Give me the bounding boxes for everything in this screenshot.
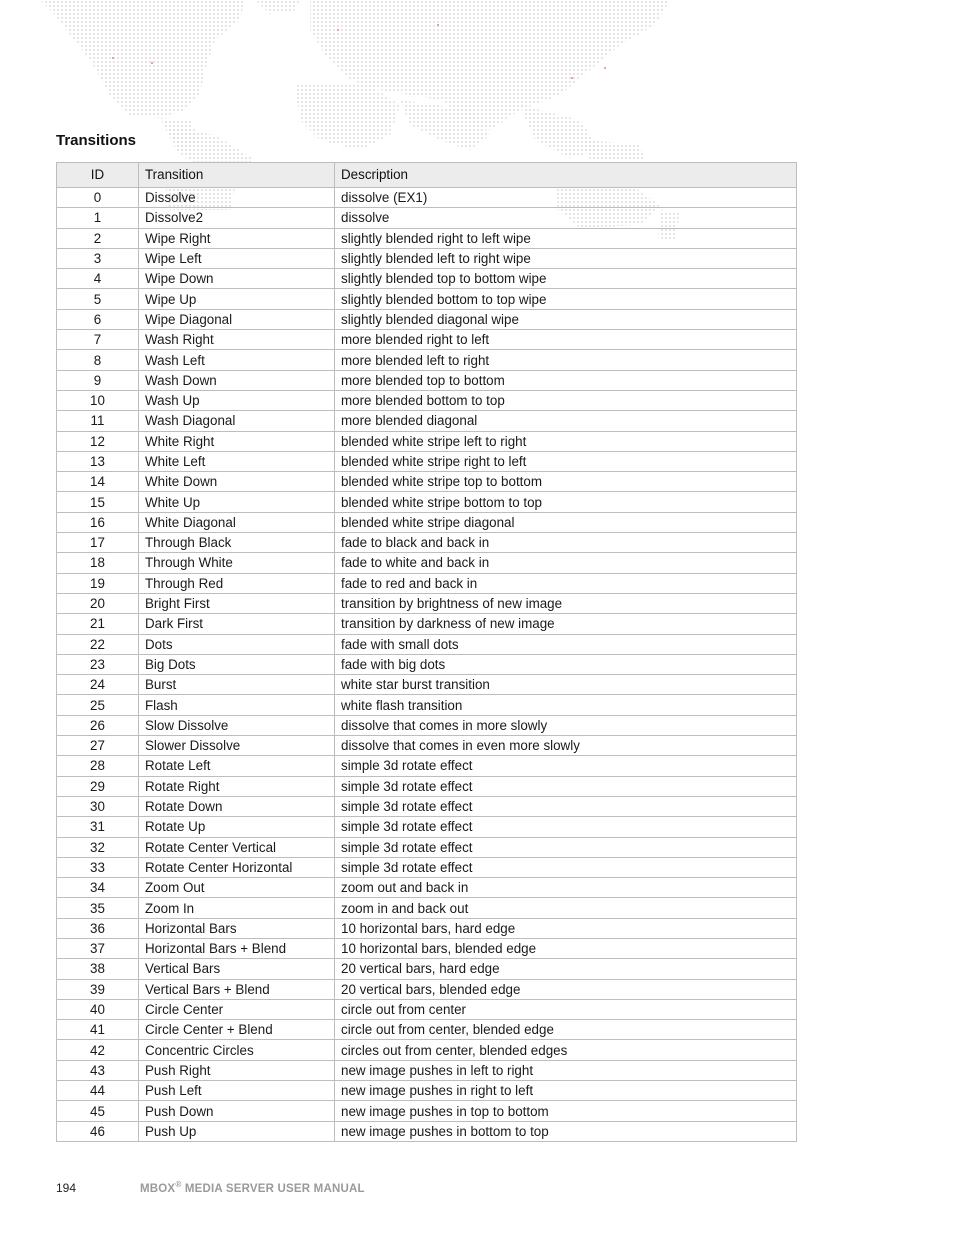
cell-description: simple 3d rotate effect (335, 857, 797, 877)
table-row (57, 411, 797, 431)
table-row (57, 228, 797, 248)
cell-transition: Rotate Left (139, 756, 335, 776)
page-footer (56, 1180, 365, 1195)
cell-description: simple 3d rotate effect (335, 817, 797, 837)
cell-description: 20 vertical bars, hard edge (335, 959, 797, 979)
cell-id: 42 (57, 1040, 139, 1060)
table-row (57, 938, 797, 958)
cell-description: fade to black and back in (335, 533, 797, 553)
cell-transition: White Up (139, 492, 335, 512)
cell-id: 41 (57, 1020, 139, 1040)
cell-description: circle out from center, blended edge (335, 1020, 797, 1040)
table-row (57, 959, 797, 979)
cell-description: more blended right to left (335, 330, 797, 350)
table-row (57, 269, 797, 289)
cell-id: 18 (57, 553, 139, 573)
cell-id: 0 (57, 188, 139, 208)
cell-transition: White Right (139, 431, 335, 451)
table-row (57, 918, 797, 938)
cell-description: fade to red and back in (335, 573, 797, 593)
cell-id: 9 (57, 370, 139, 390)
cell-id: 16 (57, 512, 139, 532)
cell-description: blended white stripe right to left (335, 451, 797, 471)
cell-transition: Bright First (139, 593, 335, 613)
table-row (57, 634, 797, 654)
cell-transition: Zoom Out (139, 878, 335, 898)
cell-transition: Concentric Circles (139, 1040, 335, 1060)
table-row (57, 1060, 797, 1080)
cell-id: 5 (57, 289, 139, 309)
cell-id: 8 (57, 350, 139, 370)
table-row (57, 573, 797, 593)
cell-description: fade with small dots (335, 634, 797, 654)
cell-description: simple 3d rotate effect (335, 837, 797, 857)
table-row (57, 736, 797, 756)
cell-description: blended white stripe left to right (335, 431, 797, 451)
cell-description: fade with big dots (335, 654, 797, 674)
cell-transition: Dissolve (139, 188, 335, 208)
cell-description: 10 horizontal bars, hard edge (335, 918, 797, 938)
table-row (57, 695, 797, 715)
cell-description: circle out from center (335, 999, 797, 1019)
cell-id: 4 (57, 269, 139, 289)
cell-transition: Circle Center (139, 999, 335, 1019)
cell-transition: Zoom In (139, 898, 335, 918)
cell-transition: Circle Center + Blend (139, 1020, 335, 1040)
cell-description: circles out from center, blended edges (335, 1040, 797, 1060)
transitions-table (56, 162, 797, 1142)
cell-id: 22 (57, 634, 139, 654)
cell-transition: Rotate Center Horizontal (139, 857, 335, 877)
cell-id: 21 (57, 614, 139, 634)
cell-transition: Wipe Down (139, 269, 335, 289)
cell-description: new image pushes in bottom to top (335, 1121, 797, 1141)
cell-description: blended white stripe bottom to top (335, 492, 797, 512)
cell-description: blended white stripe top to bottom (335, 472, 797, 492)
cell-id: 36 (57, 918, 139, 938)
cell-description: new image pushes in right to left (335, 1081, 797, 1101)
table-row (57, 878, 797, 898)
cell-description: dissolve that comes in more slowly (335, 715, 797, 735)
cell-description: simple 3d rotate effect (335, 756, 797, 776)
cell-id: 32 (57, 837, 139, 857)
cell-transition: Wash Diagonal (139, 411, 335, 431)
table-row (57, 614, 797, 634)
table-row (57, 188, 797, 208)
cell-id: 45 (57, 1101, 139, 1121)
table-row (57, 533, 797, 553)
table-row (57, 817, 797, 837)
table-row (57, 309, 797, 329)
cell-transition: Vertical Bars (139, 959, 335, 979)
table-row (57, 776, 797, 796)
cell-description: slightly blended bottom to top wipe (335, 289, 797, 309)
cell-id: 14 (57, 472, 139, 492)
table-row (57, 512, 797, 532)
table-row (57, 289, 797, 309)
table-row (57, 857, 797, 877)
table-row (57, 451, 797, 471)
table-row (57, 675, 797, 695)
manual-title-suffix: MEDIA SERVER USER MANUAL (181, 1182, 365, 1195)
table-header-row (57, 163, 797, 188)
cell-id: 30 (57, 796, 139, 816)
cell-description: more blended top to bottom (335, 370, 797, 390)
table-row (57, 979, 797, 999)
column-header-id: ID (57, 163, 139, 188)
cell-transition: Push Left (139, 1081, 335, 1101)
column-header-description: Description (335, 163, 797, 188)
cell-transition: Through White (139, 553, 335, 573)
cell-id: 28 (57, 756, 139, 776)
manual-title (140, 1180, 365, 1195)
table-row (57, 1020, 797, 1040)
cell-transition: Dark First (139, 614, 335, 634)
cell-transition: Wipe Right (139, 228, 335, 248)
cell-description: slightly blended top to bottom wipe (335, 269, 797, 289)
cell-transition: Through Red (139, 573, 335, 593)
cell-transition: Rotate Center Vertical (139, 837, 335, 857)
cell-transition: Through Black (139, 533, 335, 553)
cell-id: 39 (57, 979, 139, 999)
page-number: 194 (56, 1180, 77, 1195)
table-body (57, 188, 797, 1142)
table-row (57, 1101, 797, 1121)
cell-id: 23 (57, 654, 139, 674)
cell-transition: Wipe Up (139, 289, 335, 309)
cell-transition: Horizontal Bars (139, 918, 335, 938)
cell-description: new image pushes in left to right (335, 1060, 797, 1080)
cell-transition: White Diagonal (139, 512, 335, 532)
cell-id: 27 (57, 736, 139, 756)
table-row (57, 390, 797, 410)
table-row (57, 715, 797, 735)
cell-id: 10 (57, 390, 139, 410)
cell-transition: Horizontal Bars + Blend (139, 938, 335, 958)
cell-description: dissolve (335, 208, 797, 228)
table-row (57, 837, 797, 857)
cell-transition: Wipe Diagonal (139, 309, 335, 329)
cell-id: 38 (57, 959, 139, 979)
cell-id: 40 (57, 999, 139, 1019)
cell-description: zoom in and back out (335, 898, 797, 918)
cell-description: new image pushes in top to bottom (335, 1101, 797, 1121)
cell-transition: Rotate Up (139, 817, 335, 837)
table-row (57, 654, 797, 674)
cell-id: 24 (57, 675, 139, 695)
cell-id: 13 (57, 451, 139, 471)
cell-description: transition by brightness of new image (335, 593, 797, 613)
registered-mark: ® (175, 1180, 182, 1189)
cell-id: 25 (57, 695, 139, 715)
cell-description: slightly blended right to left wipe (335, 228, 797, 248)
cell-transition: Push Up (139, 1121, 335, 1141)
cell-description: slightly blended left to right wipe (335, 248, 797, 268)
table-row (57, 208, 797, 228)
cell-id: 44 (57, 1081, 139, 1101)
cell-transition: Slower Dissolve (139, 736, 335, 756)
cell-transition: Dots (139, 634, 335, 654)
cell-transition: Push Down (139, 1101, 335, 1121)
cell-id: 12 (57, 431, 139, 451)
table-row (57, 1040, 797, 1060)
cell-transition: Wash Right (139, 330, 335, 350)
cell-id: 29 (57, 776, 139, 796)
cell-transition: White Down (139, 472, 335, 492)
cell-id: 6 (57, 309, 139, 329)
cell-id: 37 (57, 938, 139, 958)
table-row (57, 330, 797, 350)
cell-transition: Wash Down (139, 370, 335, 390)
table-row (57, 898, 797, 918)
cell-id: 20 (57, 593, 139, 613)
table-row (57, 796, 797, 816)
table-row (57, 492, 797, 512)
section-title: Transitions (56, 132, 137, 149)
cell-description: more blended bottom to top (335, 390, 797, 410)
cell-id: 7 (57, 330, 139, 350)
cell-transition: Rotate Down (139, 796, 335, 816)
cell-id: 1 (57, 208, 139, 228)
table-row (57, 1081, 797, 1101)
cell-transition: Slow Dissolve (139, 715, 335, 735)
cell-transition: Wash Left (139, 350, 335, 370)
cell-transition: Vertical Bars + Blend (139, 979, 335, 999)
cell-transition: Wipe Left (139, 248, 335, 268)
cell-description: simple 3d rotate effect (335, 776, 797, 796)
table-row (57, 999, 797, 1019)
cell-id: 31 (57, 817, 139, 837)
cell-description: dissolve that comes in even more slowly (335, 736, 797, 756)
table-row (57, 350, 797, 370)
cell-id: 43 (57, 1060, 139, 1080)
cell-description: zoom out and back in (335, 878, 797, 898)
cell-transition: Big Dots (139, 654, 335, 674)
cell-transition: Burst (139, 675, 335, 695)
table-row (57, 472, 797, 492)
cell-description: more blended diagonal (335, 411, 797, 431)
table-row (57, 248, 797, 268)
cell-id: 46 (57, 1121, 139, 1141)
cell-description: more blended left to right (335, 350, 797, 370)
manual-title-prefix: MBOX (140, 1182, 176, 1195)
cell-description: fade to white and back in (335, 553, 797, 573)
cell-transition: Wash Up (139, 390, 335, 410)
cell-id: 35 (57, 898, 139, 918)
cell-id: 2 (57, 228, 139, 248)
cell-transition: Dissolve2 (139, 208, 335, 228)
table-row (57, 431, 797, 451)
table-row (57, 593, 797, 613)
cell-id: 15 (57, 492, 139, 512)
cell-description: slightly blended diagonal wipe (335, 309, 797, 329)
column-header-transition: Transition (139, 163, 335, 188)
cell-description: white flash transition (335, 695, 797, 715)
cell-id: 3 (57, 248, 139, 268)
cell-description: 10 horizontal bars, blended edge (335, 938, 797, 958)
cell-description: blended white stripe diagonal (335, 512, 797, 532)
cell-id: 17 (57, 533, 139, 553)
cell-description: dissolve (EX1) (335, 188, 797, 208)
cell-description: transition by darkness of new image (335, 614, 797, 634)
cell-transition: Flash (139, 695, 335, 715)
cell-description: white star burst transition (335, 675, 797, 695)
cell-id: 19 (57, 573, 139, 593)
cell-id: 26 (57, 715, 139, 735)
table-row (57, 370, 797, 390)
table-row (57, 756, 797, 776)
cell-transition: White Left (139, 451, 335, 471)
cell-description: 20 vertical bars, blended edge (335, 979, 797, 999)
cell-transition: Push Right (139, 1060, 335, 1080)
cell-description: simple 3d rotate effect (335, 796, 797, 816)
cell-id: 34 (57, 878, 139, 898)
table-row (57, 1121, 797, 1141)
cell-id: 33 (57, 857, 139, 877)
cell-id: 11 (57, 411, 139, 431)
table-row (57, 553, 797, 573)
cell-transition: Rotate Right (139, 776, 335, 796)
